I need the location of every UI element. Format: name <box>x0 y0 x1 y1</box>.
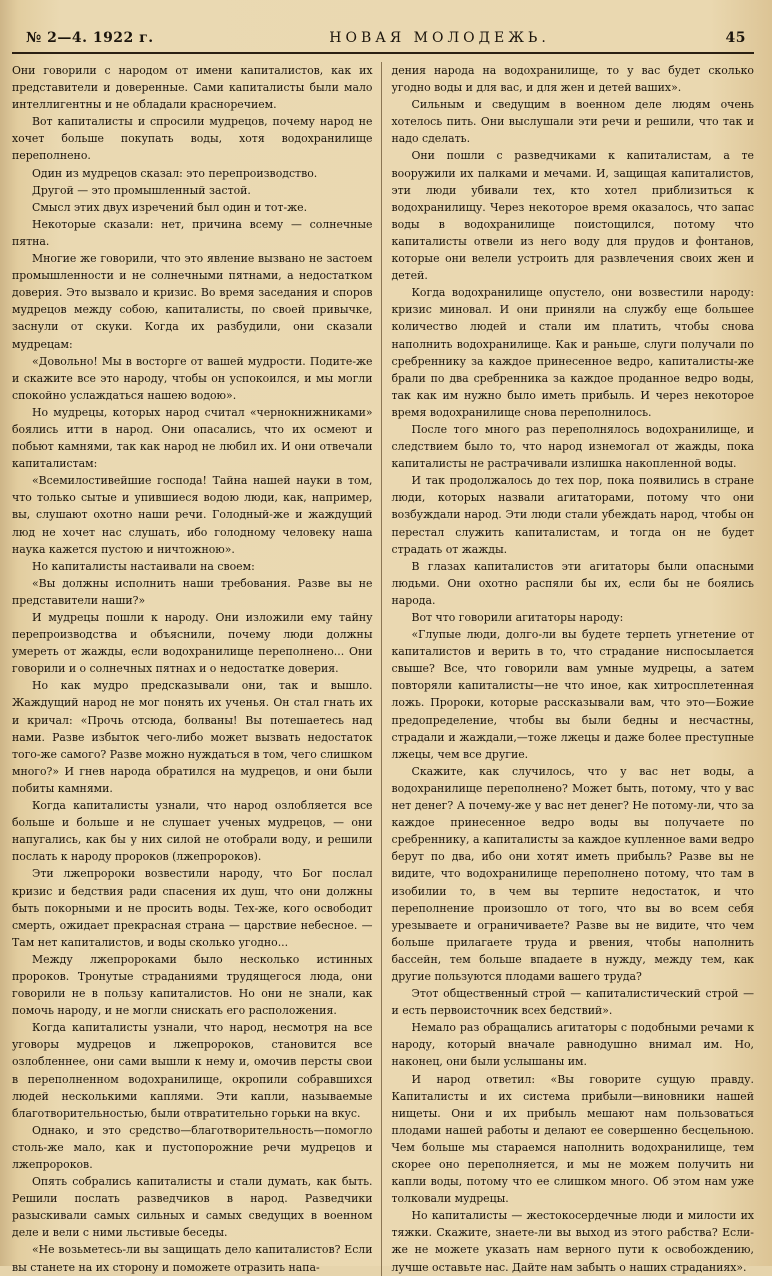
paragraph: Многие же говорили, что это явление вызвано не застоем промышленности и не солнечными пятнами, а недостатком доверия. Это вызвало и кризис. Во время заседания и споров мудрецов между собою, капиталисты, по своей привычке, заснули от скуки. Когда их разбудили, они сказали мудрецам: <box>12 252 373 351</box>
paragraph: «Всемилостивейшие господа! Тайна нашей науки в том, что только сытые и упившиеся водою люди, как, например, вы, слушают охотно наши речи. Голодный-же и жаждущий люд не хочет нас слушать, ибо голодному человеку наша наука кажется пустою и ничтожною». <box>12 474 373 556</box>
paragraph: Некоторые сказали: нет, причина всему — солнечные пятна. <box>12 217 373 248</box>
paragraph: Вот что говорили агитаторы народу: <box>411 611 624 624</box>
paragraph: После того много раз переполнялось водохранилище, и следствием было то, что народ изнемогал от жажды, пока капиталисты не растрачивали излишка накопленной воды. <box>391 422 754 471</box>
paragraph: Немало раз обращались агитаторы с подобными речами к народу, который вначале равнодушно внимал им. Но, наконец, они были услышаны им. <box>391 1021 754 1069</box>
paragraph: Опять собрались капиталисты и стали думать, как быть. Решили послать разведчиков в народ. Разведчики разыскивали самых сильных и самых сведущих в военном деле и вели с ними льстивые беседы. <box>12 1175 373 1240</box>
paragraph: Но мудрецы, которых народ считал «чернокнижниками» боялись итти в народ. Они опасались, что их осмеют и побьют камнями, так как народ не любил их. И они отвечали капиталистам: <box>12 405 373 471</box>
page-number: 45 <box>725 30 746 46</box>
paragraph: Между лжепророками было несколько истинных пророков. Тронутые страданиями трудящегося люда, они говорили не в пользу капиталистов. Но они не знали, как помочь народу, и не могли снискать его расположения. <box>12 952 373 1018</box>
paragraph: «Вы должны исполнить наши требования. Разве вы не представители наши?» <box>12 576 373 607</box>
paragraph: Смысл этих двух изречений был один и тот-же. <box>32 200 308 214</box>
paragraph: Другой — это промышленный застой. <box>32 183 251 197</box>
header-rule <box>12 52 754 54</box>
paragraph: И народ ответил: «Вы говорите сущую правду. Капиталисты и их система прибыли—виновники нашей нищеты. Они и их прибыль мешают нам пользоваться плодами нашей работы и делают ее совершенно бесцельною. Чем больше мы стараемся наполнить водохранилище, тем скорее оно переполняется, и мы не можем получить ни капли воды, потому что ее слишком много. Об этом нам уже толковали мудрецы. <box>391 1072 754 1206</box>
paragraph: И мудрецы пошли к народу. Они изложили ему тайну перепроизводства и объяснили, почему люди должны умереть от жажды, если водохранилище переполнено... Они говорили и о солнечных пятнах и о недостатке доверия. <box>12 611 373 676</box>
paragraph: Этот общественный строй — капиталистический строй — и есть первоисточник всех бедствий». <box>391 987 754 1018</box>
paragraph: «Глупые люди, долго-ли вы будете терпеть угнетение от капиталистов и верить в то, что страдание ниспосылается свыше? Все, что говорили вам умные мудрецы, а затем повторяли капиталисты—не что иное, как хитросплетенная ложь. Пророки, которые рассказывали вам, что это—Божие предопределение, чтобы вы были бедны и несчастны, страдали и жаждали,—тоже лжецы и даже более преступные лжецы, чем все другие. <box>391 628 754 761</box>
paragraph: Они пошли с разведчиками к капиталистам, а те вооружили их палками и мечами. И, защищая капиталистов, эти люди убивали тех, кто хотел приблизиться к водохранилищу. Через некоторое время оказалось, что запас воды в водохранилище поистощился, потому что капиталисты отвели из него воду для прудов и фонтанов, которые они велели устроить для развлечения своих жен и детей. <box>391 149 754 283</box>
paragraph: Когда капиталисты узнали, что народ, несмотря на все уговоры мудрецов и лжепророков, становится все озлобленнее, они сами вышли к нему и, омочив персты свои в переполненном водохранилище, окропили собравшихся людей несколькими каплями. Эти капли, называемые благотворительностью, были отвратительно горьки на вкус. <box>12 1021 373 1120</box>
right-column <box>392 62 755 1276</box>
paragraph: Они говорили с народом от имени капиталистов, как их представители и доверенные. Сами капиталисты были мало интеллигентны и не обладали красноречием. <box>12 64 373 112</box>
paragraph: Сильным и сведущим в военном деле людям очень хотелось пить. Они выслушали эти речи и решили, что так и надо сделать. <box>391 98 754 146</box>
paragraph: Скажите, как случилось, что у вас нет воды, а водохранилище переполнено? Может быть, потому, что у вас нет денег? А почему-же у вас нет денег? Не потому-ли, что за каждое принесенное ведро воды вы получаете по сребреннику, а капиталисты за каждое купленное вами ведро берут по два, ибо они хотят иметь прибыль? Разве вы не видите, что водохранилище переполнено потому, что там в изобилии то, в чем вы терпите недостаток, и что переполнение произошло от того, что вы во всем себя урезываете и ограничиваете? Разве вы не видите, что чем больше прилагаете труда и рвения, чтобы наполнить бассейн, тем больше впадаете в нужду, между тем, как другие пользуются плодами вашего труда? <box>391 764 754 983</box>
left-column <box>12 62 382 1276</box>
paragraph: Вот капиталисты и спросили мудрецов, почему народ не хочет больше покупать воды, хотя водохранилище переполнено. <box>12 115 373 163</box>
paragraph: И так продолжалось до тех пор, пока появились в стране люди, которых назвали агитаторами, потому что они возбуждали народ. Эти люди стали убеждать народ, чтобы он перестал служить капиталистам, и тогда он не будет страдать от жажды. <box>391 474 754 556</box>
paragraph: дения народа на водохранилище, то у вас будет сколько угодно воды и для вас, и для жен и детей ваших». <box>391 64 754 95</box>
newspaper-title: НОВАЯ МОЛОДЕЖЬ. <box>329 30 550 46</box>
paragraph: Когда водохранилище опустело, они возвестили народу: кризис миновал. И они приняли на службу еще большее количество людей и стали им платить, чтобы снова наполнить водохранилище. Как и раньше, слуги получали по сребреннику за каждое принесенное ведро, капиталисты-же брали по два сребренника за каждое проданное ведро воды, так как им нужно было иметь прибыль. И через некоторое время водохранилище снова переполнилось. <box>391 286 754 419</box>
paragraph: Но как мудро предсказывали они, так и вышло. Жаждущий народ не мог понять их ученья. Он стал гнать их и кричал: «Прочь отсюда, болваны! Вы потешаетесь над нами. Разве избыток чего-либо может вызвать недостаток того-же самого? Разве можно нуждаться в том, чего слишком много?» И гнев народа обратился на мудрецов, и они были побиты камнями. <box>12 679 373 795</box>
paragraph: Эти лжепророки возвестили народу, что Бог послал кризис и бедствия ради спасения их душ, что они должны быть покорными и не просить воды. Тех-же, кого освободит смерть, ожидает прекрасная страна — царствие небесное. — Там нет капиталистов, и воды сколько угодно... <box>12 867 373 949</box>
article-columns <box>8 62 754 1276</box>
paragraph: «Не возьметесь-ли вы защищать дело капиталистов? Если вы станете на их сторону и поможете отразить напа- <box>12 1243 373 1274</box>
paragraph: Один из мудрецов сказал: это перепроизводство. <box>32 166 318 180</box>
paragraph: Но капиталисты — жестокосердечные люди и милости их тяжки. Скажите, знаете-ли вы выход из этого рабства? Если-же не можете указать нам верного пути к освобождению, лучше оставьте нас. Дайте нам забыть о наших страданиях». <box>391 1209 754 1274</box>
paragraph: В глазах капиталистов эти агитаторы были опасными людьми. Они охотно распяли бы их, если бы не боялись народа. <box>391 559 754 607</box>
paragraph: Однако, и это средство—благотворительность—помогло столь-же мало, как и пустопорожние речи мудрецов и лжепророков. <box>12 1123 373 1171</box>
issue-number: № 2—4. 1922 г. <box>26 30 154 46</box>
paragraph: «Довольно! Мы в восторге от вашей мудрости. Подите-же и скажите все это народу, чтобы он успокоился, и мы могли спокойно услаждаться нашею водою». <box>12 354 373 402</box>
page-header <box>8 30 754 46</box>
paragraph: Но капиталисты настаивали на своем: <box>32 559 255 573</box>
paragraph: Когда капиталисты узнали, что народ озлобляется все больше и больше и не слушает ученых мудрецов, — они напугались, как бы у них силой не отобрали воду, и решили послать к народу пророков (лжепророков). <box>12 799 373 864</box>
